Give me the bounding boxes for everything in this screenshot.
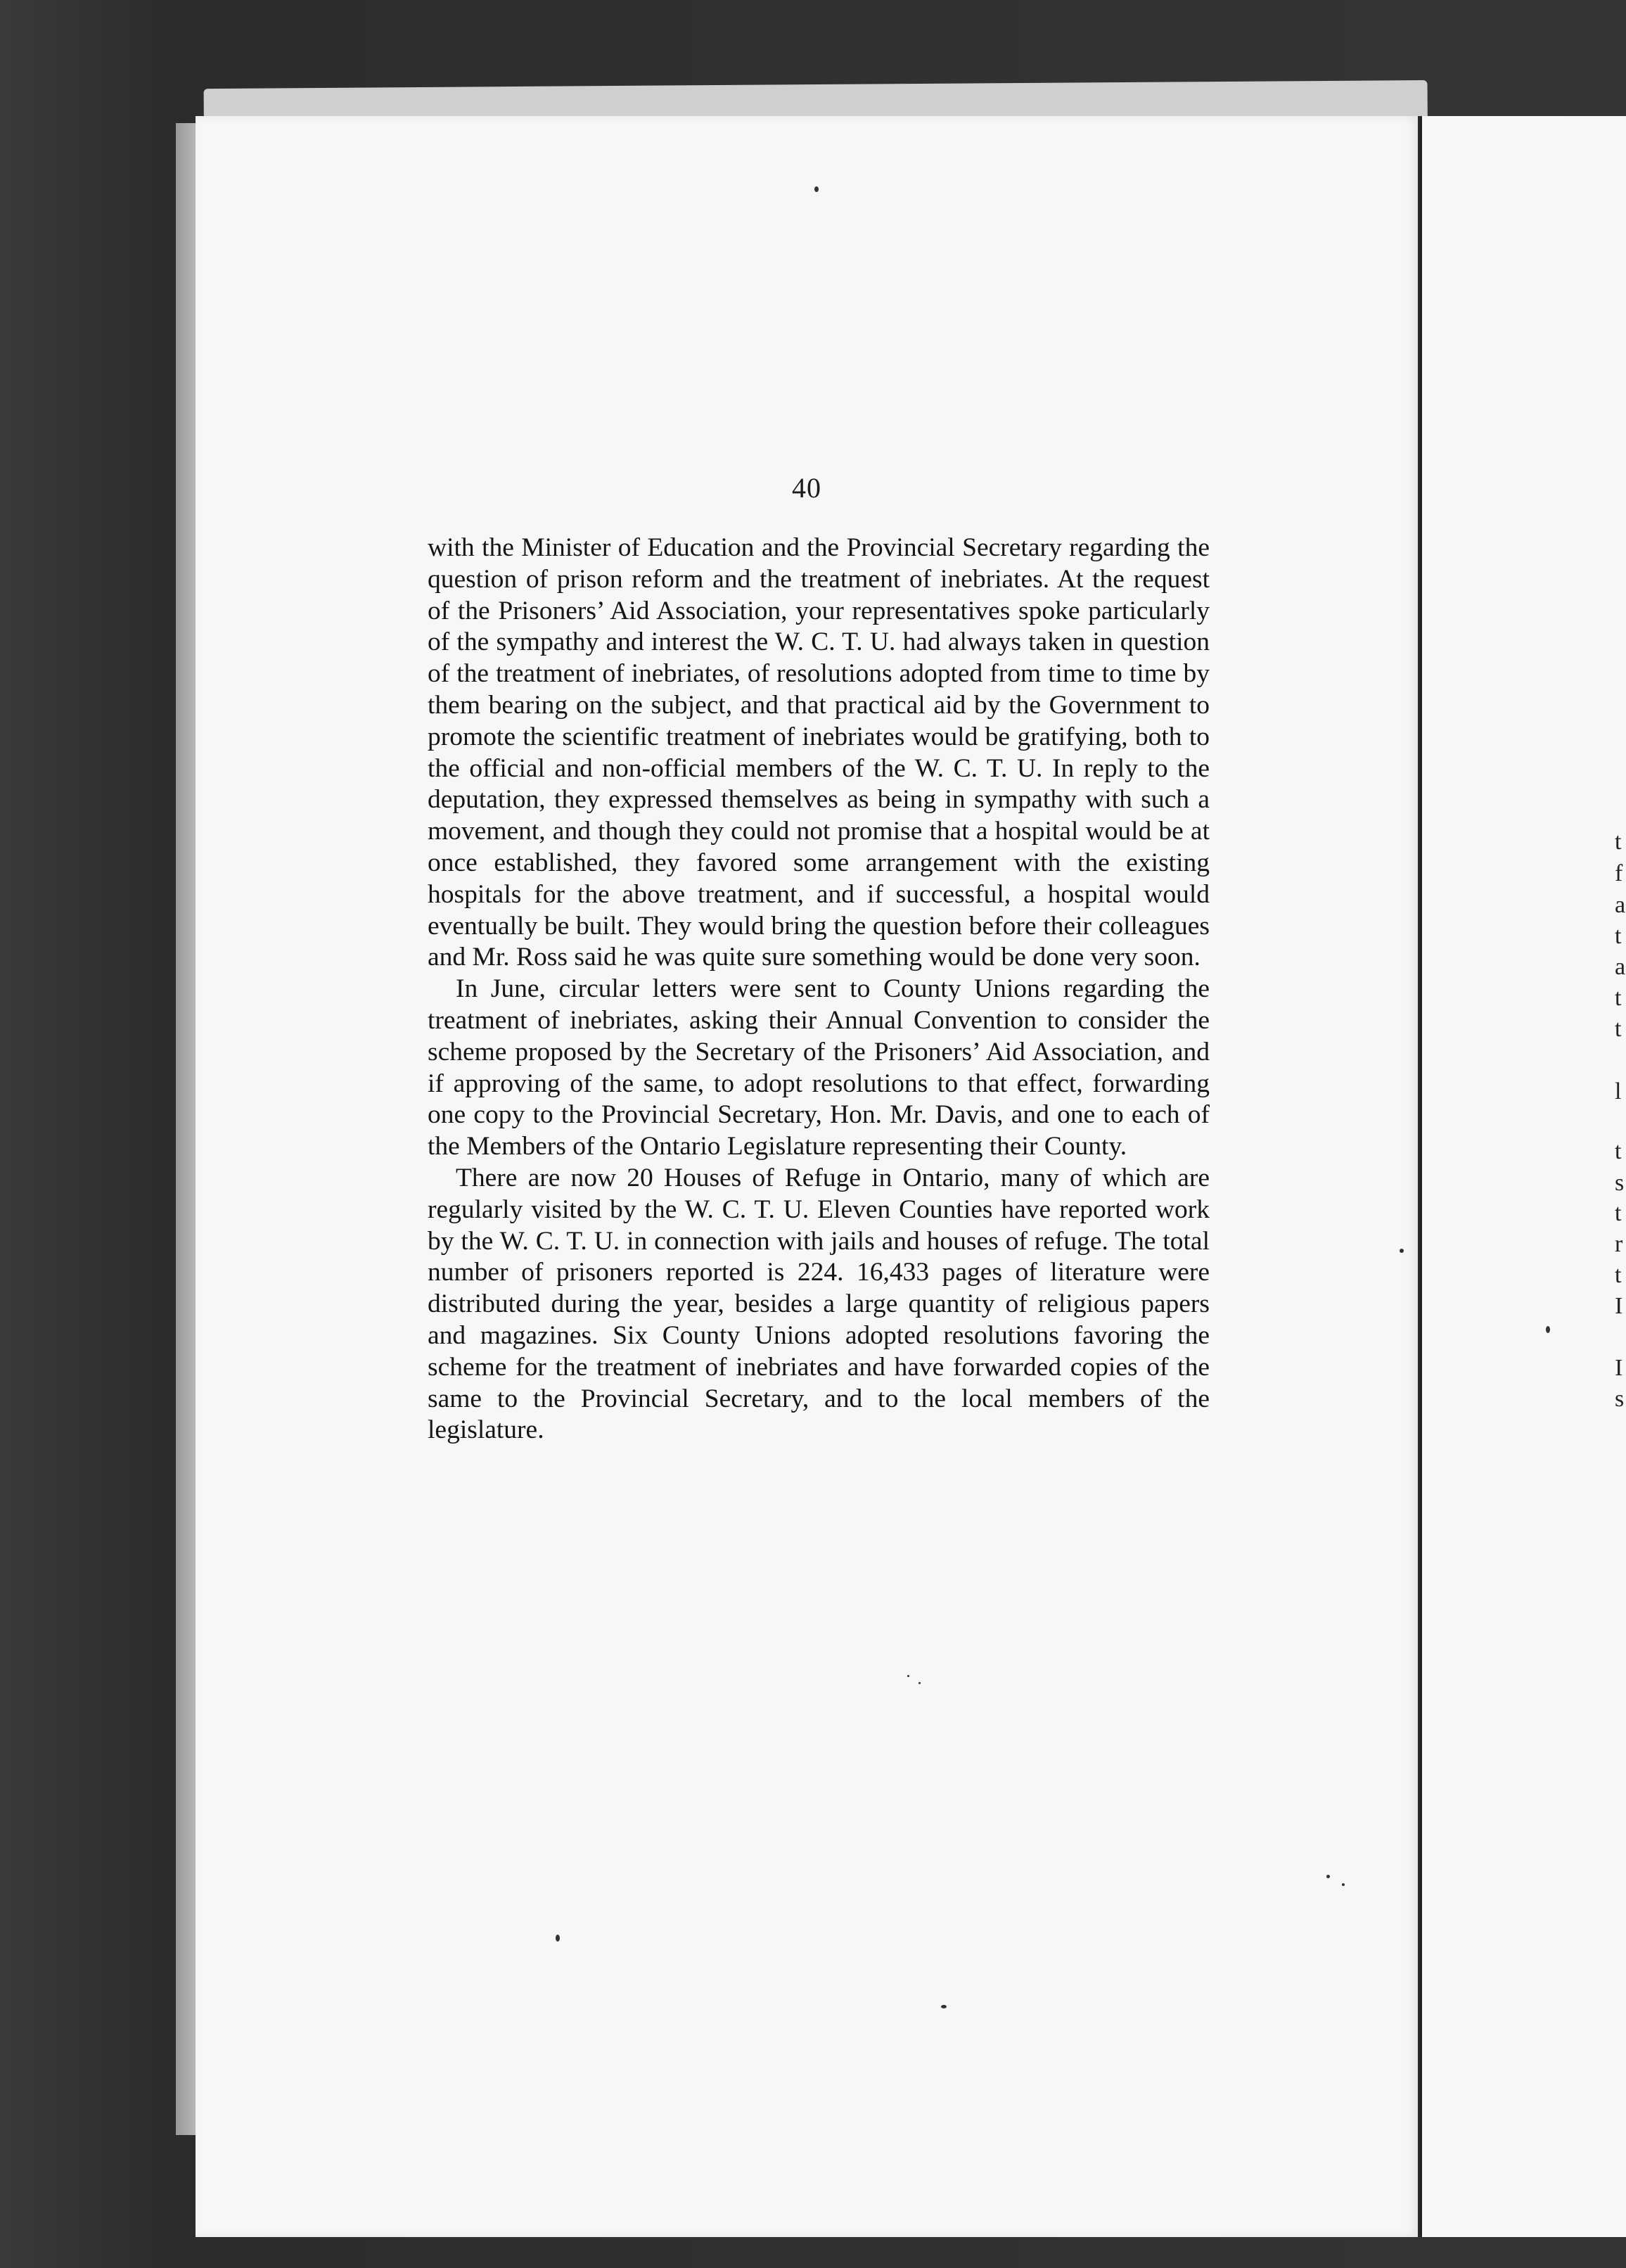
body-text xyxy=(428,533,1210,1446)
scan-speck xyxy=(556,1935,560,1942)
right-page-letter: t xyxy=(1615,1262,1622,1288)
right-page-letter: s xyxy=(1615,1170,1625,1196)
right-page-letter: a xyxy=(1615,892,1626,918)
right-page-letter: I xyxy=(1615,1293,1623,1319)
right-page-letter: t xyxy=(1615,829,1622,855)
right-page-letter: t xyxy=(1615,923,1622,949)
right-page-letter: f xyxy=(1615,860,1623,886)
page-number: 40 xyxy=(792,472,821,504)
right-page-letter: t xyxy=(1615,1016,1622,1042)
scan-speck xyxy=(941,2005,947,2008)
scan-speck xyxy=(1546,1326,1550,1333)
right-page-letter: t xyxy=(1615,1200,1622,1226)
right-page-edge xyxy=(1420,116,1626,2237)
right-page-letter: r xyxy=(1615,1231,1623,1257)
right-page-letter: t xyxy=(1615,985,1622,1011)
scan-speck xyxy=(814,186,819,192)
right-page-letter: t xyxy=(1615,1138,1622,1164)
scan-speck xyxy=(907,1675,909,1677)
scan-speck xyxy=(1342,1883,1345,1886)
scan-speck xyxy=(918,1682,921,1684)
open-book xyxy=(196,116,1626,2237)
paragraph: In June, circular letters were sent to County Unions regarding the treatment of inebriates, asking their Annual Convention to consider the scheme proposed by the Secretary of the Prisoners’ Aid Association, and if approving of the same, to adopt resolutions to that effect, forwarding one copy to the Provincial Secretary, Hon. Mr. Davis, and one to each of the Members of the Ontario Legislature representing their County. xyxy=(428,974,1210,1161)
scan-speck xyxy=(1326,1875,1330,1878)
paragraph: There are now 20 Houses of Refuge in Ontario, many of which are regularly visited by the W. C. T. U. Eleven Counties have reported work by the W. C. T. U. in connection with jails and houses of refuge. The total number of prisoners reported is 224. 16,433 pages of literature were distributed during the year, besides a large quantity of religious papers and magazines. Six County Unions adopted resolutions favoring the scheme for the treatment of inebriates and have forwarded copies of the same to the Provincial Secretary, and to the local members of the legislature. xyxy=(428,1163,1210,1445)
right-page-letter: I xyxy=(1615,1355,1623,1381)
right-page-letter: s xyxy=(1615,1386,1625,1412)
paragraph: with the Minister of Education and the Provincial Secretary regarding the question of prison reform and the treatment of inebriates. At the request of the Prisoners’ Aid Association, your representatives spoke particularly of the sympathy and interest the W. C. T. U. had always taken in question of the treatment of inebriates, of resolutions adopted from time to time by them bearing on the subject, and that practical aid by the Government to promote the scientific treatment of inebriates would be gratifying, both to the official and non-official members of the W. C. T. U. In reply to the deputation, they expressed themselves as being in sympathy with such a movement, and though they could not promise that a hospital would be at once established, they favored some arrangement with the existing hospitals for the above treatment, and if successful, a hospital would eventually be built. They would bring the question before their colleagues and Mr. Ross said he was quite sure something would be done very soon. xyxy=(428,533,1210,972)
right-page-letter: a xyxy=(1615,954,1626,980)
scan-speck xyxy=(1400,1249,1404,1253)
right-page-letter: l xyxy=(1615,1078,1622,1104)
left-page xyxy=(196,116,1420,2237)
